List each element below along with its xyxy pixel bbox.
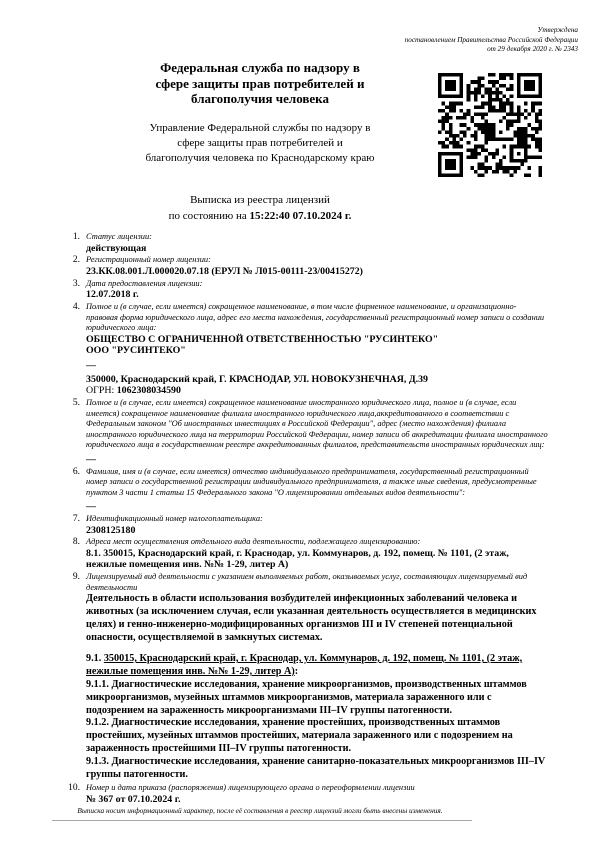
license-items-list xyxy=(56,232,548,807)
item-value-line xyxy=(86,653,548,679)
agency-name-line: сфере защиты прав потребителей и xyxy=(155,75,365,91)
license-item xyxy=(56,255,548,277)
department-name-line: сфере защиты прав потребителей и xyxy=(177,136,343,149)
item-value-line xyxy=(86,454,548,465)
item-number: 4. xyxy=(72,302,80,313)
item-label: Статус лицензии: xyxy=(86,232,152,241)
item-content xyxy=(86,783,548,805)
item-value-segment: 8.1. 350015, Краснодарский край, г. Краснодар, ул. Коммунаров, д. 192, помещ. № 1101, (2 этаж, нежилые помещения инв. №№ 1-29, литер А) xyxy=(86,547,509,571)
item-value-segment: 9.1.3. Диагностические исследования, хранение санитарно-показательных микроорганизмов III–IV группы патогенности. xyxy=(86,756,546,781)
item-number: 3. xyxy=(72,278,80,289)
footer-note: Выписка носит информационный характер, после её составления в реестр лицензий могли быть внесены изменения. xyxy=(77,806,443,815)
as-of-prefix: по состоянию на xyxy=(168,209,250,222)
item-value-segment: ООО "РУСИНТЕКО" xyxy=(86,345,186,357)
item-value-line xyxy=(86,593,548,645)
item-value-line xyxy=(86,374,548,385)
item-value-segment: ОБЩЕСТВО С ОГРАНИЧЕННОЙ ОТВЕТСТВЕННОСТЬЮ "РУСИНТЕКО" xyxy=(86,333,439,345)
item-content xyxy=(86,279,548,301)
footer-divider xyxy=(52,820,472,821)
item-content xyxy=(86,302,548,397)
department-name xyxy=(0,121,520,166)
department-name-line: благополучия человека по Краснодарскому краю xyxy=(145,151,375,164)
agency-name-line: благополучия человека xyxy=(191,91,329,106)
document-header xyxy=(0,60,520,166)
item-value-segment: 350000, Краснодарский край, Г. КРАСНОДАР, УЛ. НОВОКУЗНЕЧНАЯ, Д.39 xyxy=(86,373,428,385)
item-value-line xyxy=(86,756,548,782)
item-value-line xyxy=(86,243,548,254)
item-label: Идентификационный номер налогоплательщика: xyxy=(86,514,263,524)
as-of-datetime: 15:22:40 07.10.2024 г. xyxy=(249,209,352,222)
approval-note xyxy=(405,26,578,55)
item-number: 6. xyxy=(72,466,80,477)
license-item xyxy=(56,572,548,782)
item-value-segment: 1062308034590 xyxy=(116,385,181,397)
item-label: Дата предоставления лицензии: xyxy=(86,278,203,288)
item-label: Регистрационный номер лицензии: xyxy=(86,255,211,265)
department-name-line: Управление Федеральной службы по надзору в xyxy=(149,121,371,134)
item-value-segment: 12.07.2018 г. xyxy=(86,289,139,301)
item-value-line xyxy=(86,345,548,356)
approval-note-line: от 29 декабря 2020 г. № 2343 xyxy=(487,45,578,54)
item-value-line xyxy=(86,525,548,536)
item-content xyxy=(86,232,548,254)
item-content xyxy=(86,467,548,513)
license-item xyxy=(56,302,548,397)
item-content xyxy=(86,514,548,536)
item-value-line xyxy=(86,360,548,371)
item-value-segment: 350015, Краснодарский край, г. Краснодар, ул. Коммунаров, д. 192, помещ. № 1101, (2 этаж, нежилые помещения инв. №№ 1-29, литер А) xyxy=(86,652,523,677)
item-content xyxy=(86,537,548,570)
license-item xyxy=(56,232,548,254)
item-value-segment: Деятельность в области использования возбудителей инфекционных заболеваний человека и животных (за исключением случая, если указанная деятельность осуществляется в медицинских целях) и генно-инженерно-модифицированных организмов III и IV степеней потенциальной опасности, осуществляемой в замкнутых системах. xyxy=(86,593,537,643)
document-title-line: Выписка из реестра лицензий xyxy=(190,194,330,206)
agency-name xyxy=(0,60,520,107)
item-value-segment: — xyxy=(86,501,96,513)
item-content xyxy=(86,255,548,277)
item-label: Адреса мест осуществления отдельного вида деятельности, подлежащего лицензированию: xyxy=(86,537,421,547)
item-value-segment: — xyxy=(86,359,96,371)
agency-name-line: Федеральная служба по надзору в xyxy=(160,60,360,75)
item-number: 10. xyxy=(68,783,80,794)
item-value-line xyxy=(86,501,548,512)
license-item xyxy=(56,467,548,513)
license-item xyxy=(56,398,548,465)
item-content xyxy=(86,572,548,782)
approval-note-line: постановлением Правительства Российской Федерации xyxy=(404,35,578,44)
item-number: 5. xyxy=(72,398,80,409)
item-value-line xyxy=(86,548,548,571)
approval-note-line: Утверждена xyxy=(537,26,578,34)
license-item xyxy=(56,514,548,536)
item-value-segment: : xyxy=(294,665,299,677)
document-title-date-line xyxy=(0,209,520,225)
item-label: Полное и (в случае, если имеется) сокращенное наименование иностранного юридического лица, полное и (в случае, если имеется) сокращенное наименование филиала иностранного юридического лица,аккредитованного в соответствии с Федеральным законом "Об иностранных инвестициях в Российской Федерации", адрес (место нахождения) филиала иностранного юридического лица на территории Российской Федерации, номер записи об аккредитации филиала иностранного юридического лица в государственном реестре аккредитованных филиалов, представительств иностранных юридических лиц: xyxy=(86,398,548,450)
item-number: 2. xyxy=(72,255,80,266)
item-value-line xyxy=(86,679,548,718)
item-value-segment: 9.1.2. Диагностические исследования, хранение простейших, производственных штаммов простейших, музейных штаммов простейших, материала зараженного или с подозрением на зараженность простейшими III–IV группы патогенности. xyxy=(86,717,513,755)
license-item xyxy=(56,279,548,301)
item-value-segment: действующая xyxy=(86,242,147,254)
item-number: 1. xyxy=(72,232,80,242)
license-item xyxy=(56,537,548,570)
item-number: 8. xyxy=(72,537,80,548)
item-value-segment: — xyxy=(86,453,96,465)
item-label: Номер и дата приказа (распоряжения) лицензирующего органа о переоформлении лицензии xyxy=(86,783,415,793)
item-value-segment: № 367 от 07.10.2024 г. xyxy=(86,793,181,805)
license-item xyxy=(56,783,548,805)
document-title xyxy=(0,193,520,224)
item-value-segment: 9.1. xyxy=(86,652,104,664)
item-value-line xyxy=(86,334,548,345)
item-number: 9. xyxy=(72,572,80,583)
item-number: 7. xyxy=(72,514,80,525)
item-value-segment: 23.КК.08.001.Л.000020.07.18 (ЕРУЛ № Л015-00111-23/00415272) xyxy=(86,265,363,277)
item-value-line xyxy=(86,794,548,805)
item-value-line xyxy=(86,717,548,756)
item-value-segment: ОГРН: xyxy=(86,385,117,397)
item-value-line xyxy=(86,266,548,277)
item-label: Полное и (в случае, если имеется) сокращенное наименование, в том числе фирменное наименование, и организационно-правовая форма юридического лица, адрес его места нахождения, государственный регистрационный номер записи о создании юридического лица: xyxy=(86,302,545,333)
item-value-line xyxy=(86,289,548,300)
item-value-segment: 2308125180 xyxy=(86,524,136,536)
item-value-segment: 9.1.1. Диагностические исследования, хранение микроорганизмов, производственных штаммов микроорганизмов, музейных штаммов микроорганизмов, материала зараженного или с подозрением на зараженность микроорганизмами III–IV группы патогенности. xyxy=(86,678,527,716)
item-content xyxy=(86,398,548,465)
item-label: Лицензируемый вид деятельности с указанием выполняемых работ, оказываемых услуг, составляющих лицензируемый вид деятельности xyxy=(86,572,528,592)
item-label: Фамилия, имя и (в случае, если имеется) отчество индивидуального предпринимателя, государственный регистрационный номер записи о государственной регистрации индивидуального предпринимателя, а также иные сведения, предусмотренные пунктом 3 части 1 статьи 15 Федерального закона "О лицензировании отдельных видов деятельности": xyxy=(86,466,537,497)
item-value-line xyxy=(86,385,548,396)
